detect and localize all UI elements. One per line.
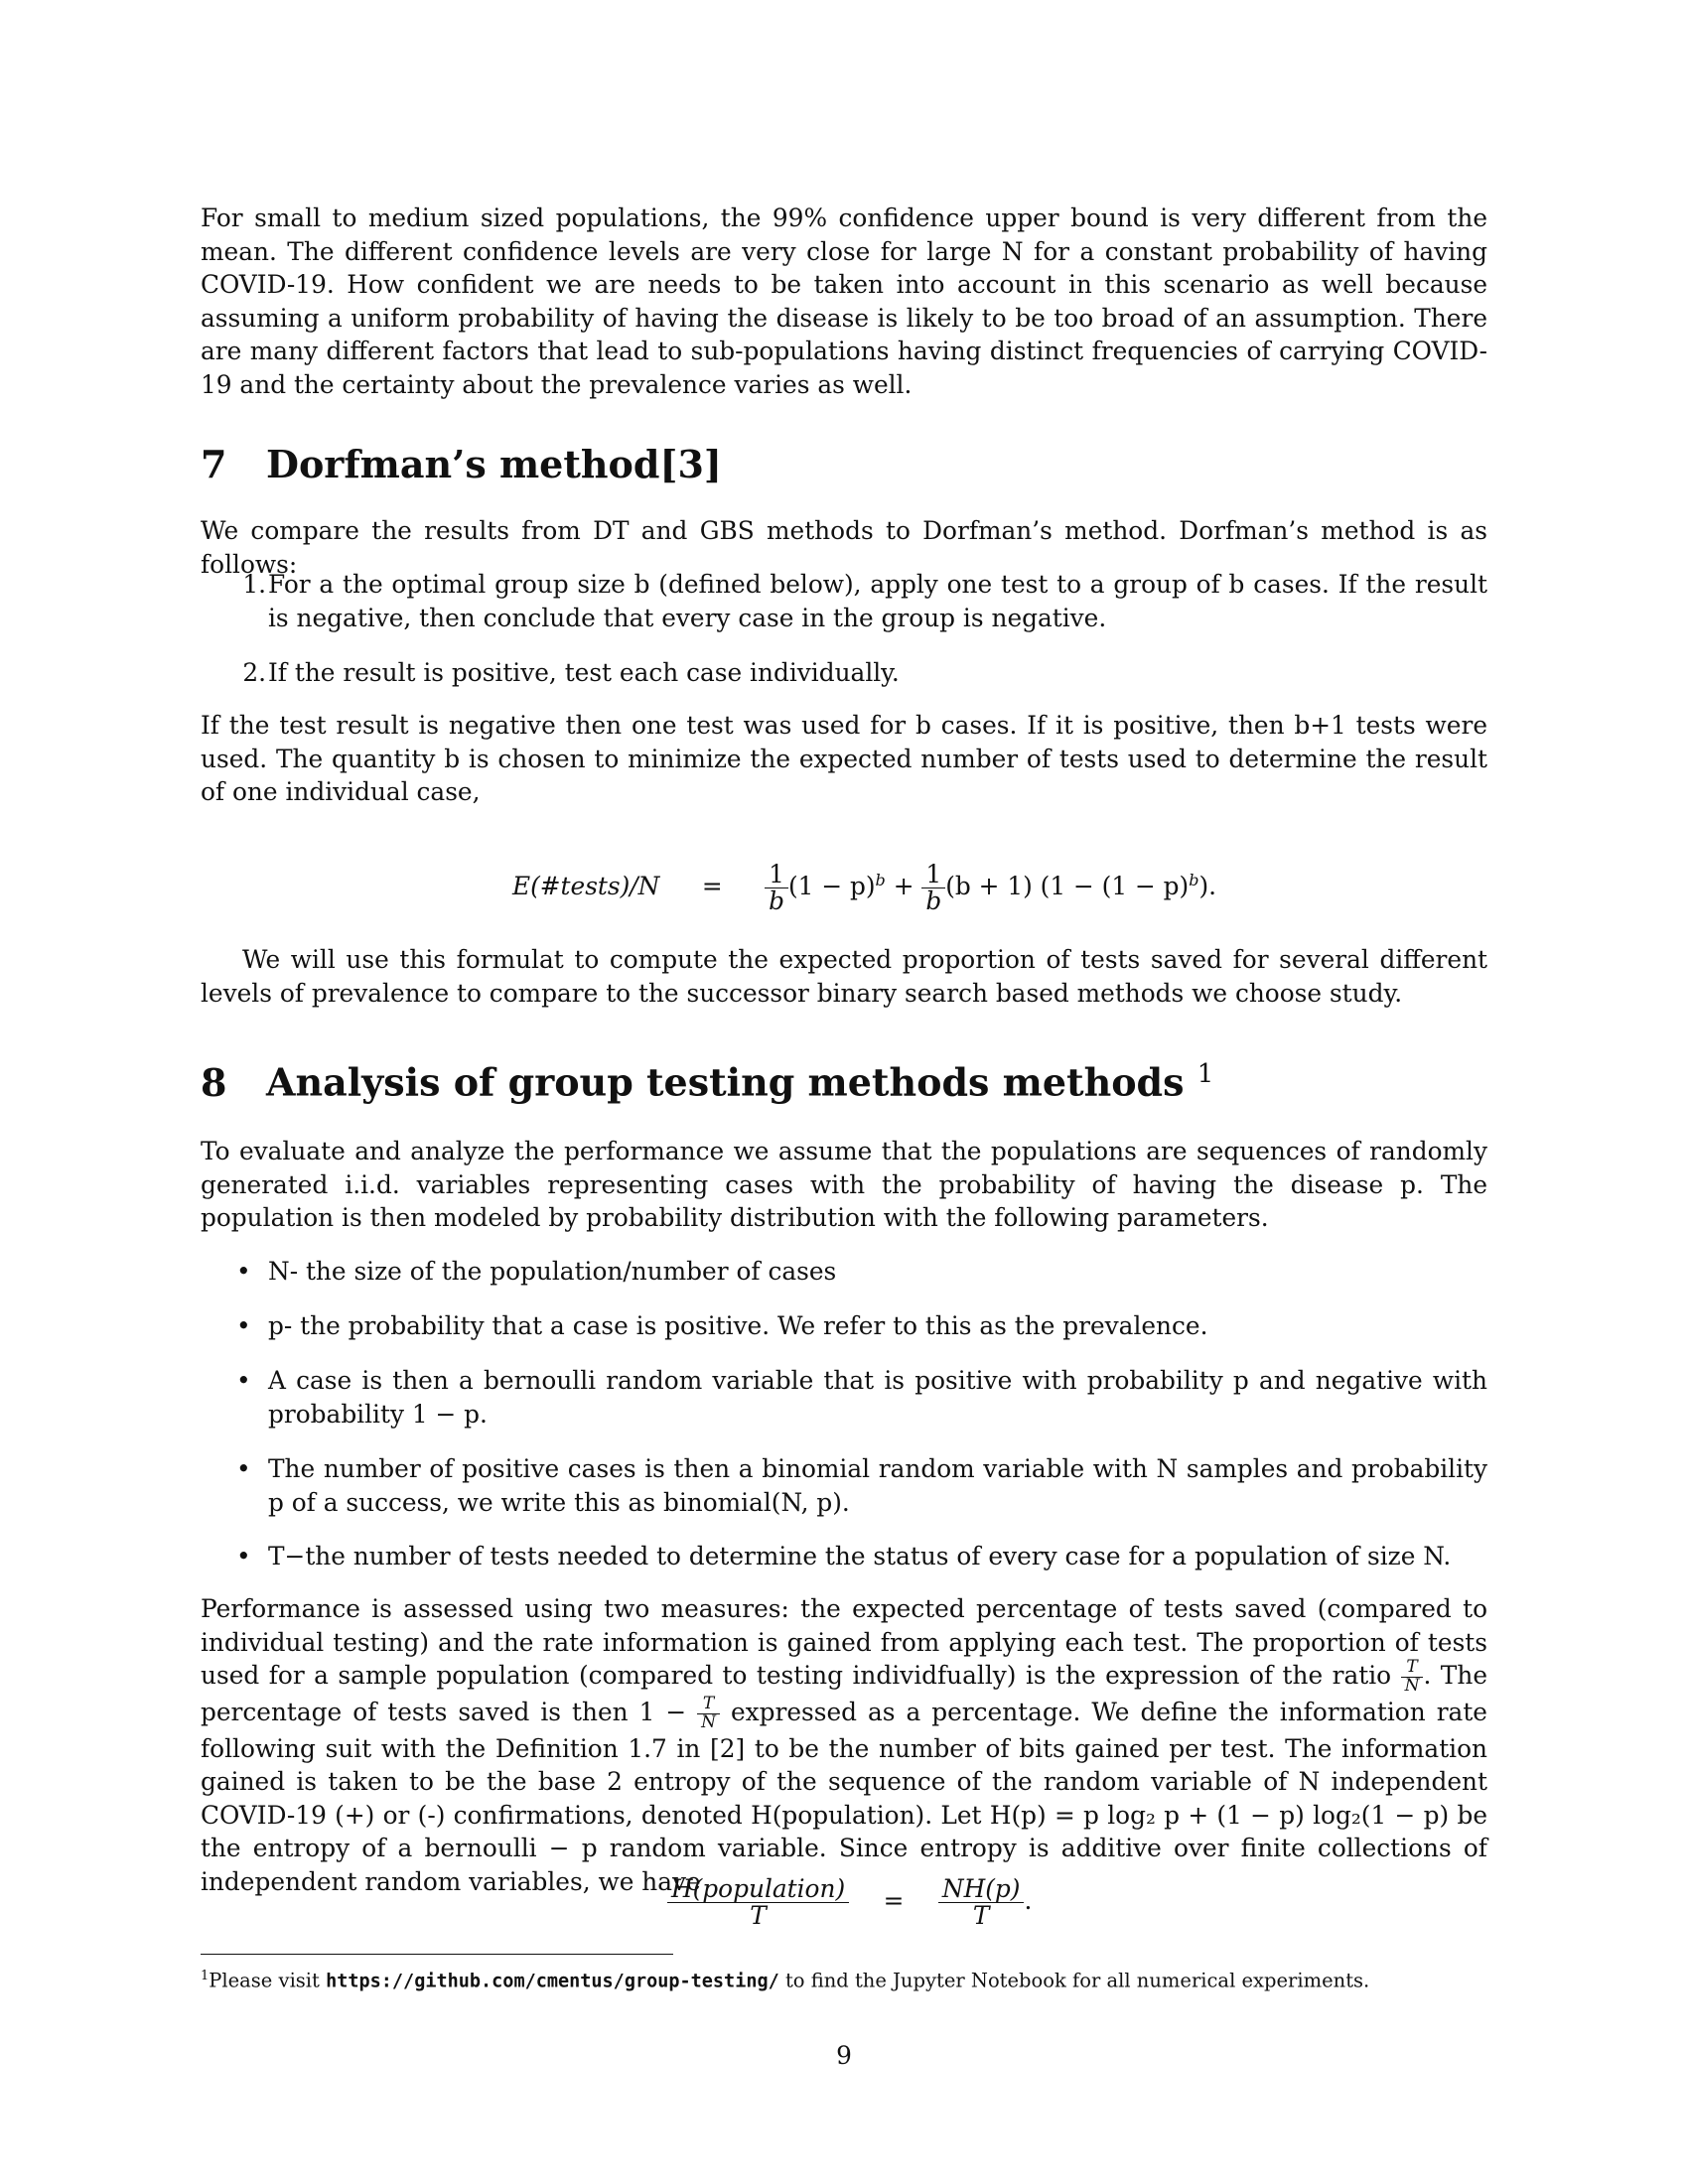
footnote-ref: 1 [1196, 1059, 1214, 1089]
list-item [230, 1540, 1487, 1573]
list-item [230, 656, 1487, 690]
repository-link[interactable]: https://github.com/cmentus/group-testing/ [326, 1971, 779, 1992]
section-title: Analysis of group testing methods methods [266, 1059, 1185, 1105]
paragraph-formula-use: We will use this formulat to compute the expected proportion of tests saved for several different levels of prevalence to compare to the successor binary search based methods we choose study. [201, 945, 1487, 1008]
footnote-rule [201, 1954, 673, 1955]
equation-expected-tests: E(#tests)/N = $\frac{1}{b}$ $(1 - p)^b$ + $\frac{1}{b}$ (b + 1) $(1 - (1 - p)^b)$. [512, 860, 1217, 916]
equation-information-rate [667, 1876, 1032, 1929]
section-8-intro: To evaluate and analyze the performance we assume that the populations are sequences of randomly generated i.i.d. variables representing cases with the probability of having the disease p. The population is then modeled by probability distribution with the following parameters. [201, 1137, 1487, 1232]
list-item-text: If the result is positive, test each case individually. [268, 658, 900, 687]
eq-relation: = [883, 1886, 905, 1916]
list-item [230, 1309, 1487, 1343]
list-marker: 2. [242, 658, 266, 687]
bullet-icon: • [236, 1542, 251, 1570]
page-number: 9 [836, 2041, 852, 2070]
ratio-fraction: $\frac{T}{N}$ [697, 1696, 720, 1732]
section-8-heading [201, 1052, 1213, 1105]
eq-lhs: E(#tests)/N [512, 872, 660, 901]
eq-term-1: (1 − p) [788, 872, 876, 901]
footnote: $^1$Please visit https://github.com/cmentus/group-testing/ to find the Jupyter Notebook for all numerical experiments. [201, 1969, 1370, 1992]
bullet-icon: • [236, 1454, 251, 1483]
list-marker: 1. [242, 570, 266, 599]
eq-lhs-fraction: $\frac{\text{H(population)}}{T}$ [667, 1876, 849, 1929]
list-item-text: A case is then a bernoulli random variable that is positive with probability p and negative with probability 1 − p. [268, 1366, 1487, 1429]
list-item [230, 1255, 1487, 1289]
section-title: Dorfman’s method[3] [266, 442, 722, 486]
eq-end: . [1024, 1886, 1033, 1916]
list-item [230, 568, 1487, 634]
paragraph-performance: Performance is assessed using two measures: the expected percentage of tests saved (compared to individual testing) and the rate information is gained from applying each test. The proportion of tests used for a sample population (compared to testing individfually) is the expression of the ratio $\frac{T}{N}$ . The percentage of tests saved is then 1 − $\frac{T}{N}$ expressed as a percentage. We define the information rate following suit with the Definition 1.7 in [2] to be the number of bits gained per test. The information gained is taken to be the base 2 entropy of the sequence of the random variable of N independent COVID-19 (+) or (-) confirmations, denoted H(population). Let H(p) = p log₂ p + (1 − p) log₂(1 − p) be the entropy of a bernoulli − p random variable. Since entropy is additive over finite collections of independent random variables, we have [201, 1594, 1487, 1896]
section-7-heading [201, 443, 722, 486]
bullet-icon: • [236, 1366, 251, 1395]
bullet-icon: • [236, 1311, 251, 1340]
eq-fraction-1: $\frac{1}{b}$ [765, 862, 788, 914]
bullet-icon: • [236, 1257, 251, 1286]
list-item [230, 1364, 1487, 1431]
list-item-text: For a the optimal group size b (defined below), apply one test to a group of b cases. If the result is negative, then conclude that every case in the group is negative. [268, 570, 1487, 632]
section-number: 8 [201, 1059, 227, 1105]
list-item [230, 1452, 1487, 1519]
section-number: 7 [201, 442, 227, 486]
paragraph-confidence: For small to medium sized populations, the 99% confidence upper bound is very different from the mean. The different confidence levels are very close for large N for a constant probability of having COVID-19. How confident we are needs to be taken into account in this scenario as well because assuming a uniform probability of having the disease is likely to be too broad of an assumption. There are many different factors that lead to sub-populations having distinct frequencies of carrying COVID-19 and the certainty about the prevalence varies as well. [201, 204, 1487, 399]
eq-fraction-2: $\frac{1}{b}$ [921, 862, 945, 914]
section-7-intro: We compare the results from DT and GBS methods to Dorfman’s method. Dorfman’s method is as follows: [201, 516, 1487, 579]
footnote-mark: 1 [201, 1969, 210, 1983]
eq-rhs-fraction: $\frac{NH(p)}{T}$ [938, 1876, 1025, 1929]
list-item-text: The number of positive cases is then a binomial random variable with N samples and probability p of a success, we write this as binomial(N, p). [268, 1454, 1487, 1517]
list-item-text: T−the number of tests needed to determine the status of every case for a population of size N. [268, 1542, 1452, 1570]
eq-term-2: (b + 1) (1 − (1 − p) [945, 872, 1190, 901]
ratio-fraction: $\frac{T}{N}$ [1401, 1659, 1424, 1696]
eq-relation: = [701, 872, 723, 901]
list-item-text: N- the size of the population/number of cases [268, 1257, 837, 1286]
eq-exponent: b [875, 870, 886, 889]
eq-end: . [1208, 872, 1217, 901]
paragraph-test-count: If the test result is negative then one test was used for b cases. If it is positive, then b+1 tests were used. The quantity b is chosen to minimize the expected number of tests used to determine the result of one individual case, [201, 711, 1487, 806]
list-item-text: p- the probability that a case is positive. We refer to this as the prevalence. [268, 1311, 1208, 1340]
eq-plus: + [893, 872, 914, 901]
